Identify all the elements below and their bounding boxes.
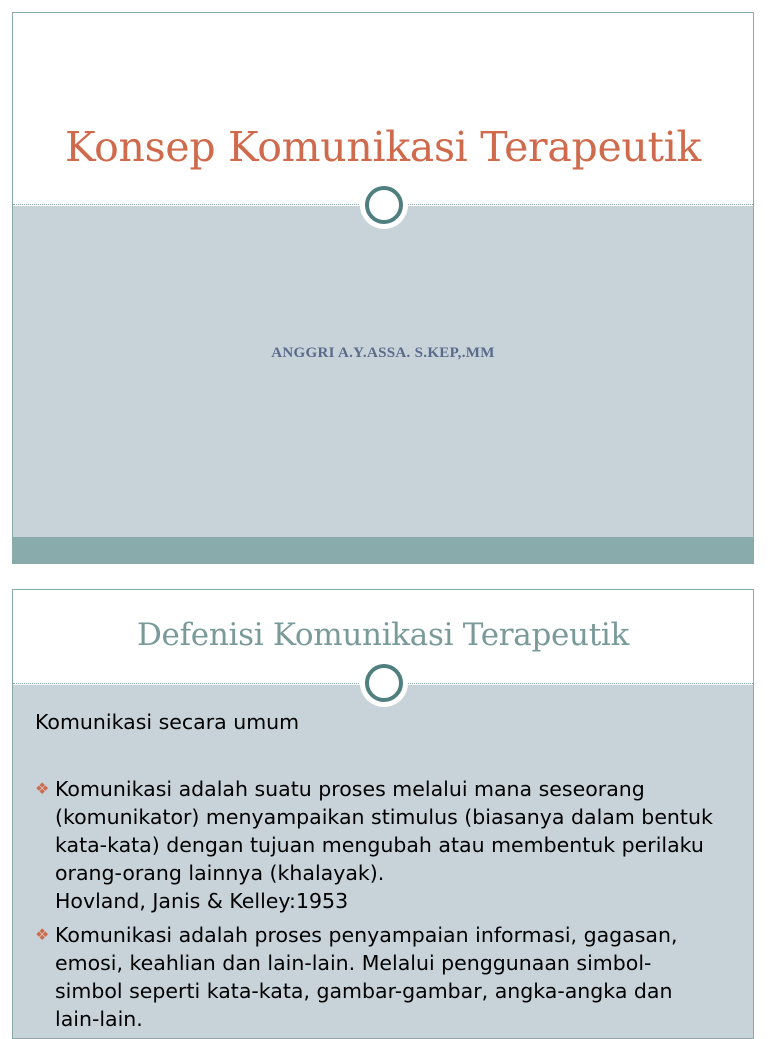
bullet-line: (komunikator) menyampaikan stimulus (biasanya dalam bentuk: [55, 805, 713, 829]
bullet-line: kata-kata) dengan tujuan mengubah atau membentuk perilaku: [55, 833, 704, 857]
bullet-line: Komunikasi adalah proses penyampaian informasi, gagasan,: [55, 923, 678, 947]
bullet-line: Komunikasi adalah suatu proses melalui mana seseorang: [55, 777, 645, 801]
circle-ornament-icon: [365, 664, 403, 702]
slide-2: [12, 589, 754, 1039]
footer-band: [13, 537, 753, 563]
diamond-bullet-icon: ❖: [35, 779, 50, 798]
diamond-bullet-icon: ❖: [35, 925, 50, 944]
bullet-item: [35, 775, 735, 915]
slide-title: Konsep Komunikasi Terapeutik: [64, 123, 702, 171]
bullet-line: lain-lain.: [55, 1007, 143, 1031]
circle-ornament-icon: [365, 186, 403, 224]
intro-text: Komunikasi secara umum: [35, 710, 300, 734]
bullet-line: emosi, keahlian dan lain-lain. Melalui penggunaan simbol-: [55, 951, 652, 975]
slide-1: [12, 12, 754, 564]
citation: Hovland, Janis & Kelley:1953: [55, 889, 349, 913]
bullet-line: orang-orang lainnya (khalayak).: [55, 861, 385, 885]
slide-title: Defenisi Komunikasi Terapeutik: [137, 617, 629, 653]
slide-body: [35, 708, 735, 1039]
title-area: [13, 13, 753, 206]
bullet-item: [35, 921, 735, 1033]
author-subtitle: ANGGRI A.Y.ASSA. S.KEP,.MM: [271, 345, 495, 361]
bullet-line: simbol seperti kata-kata, gambar-gambar, angka-angka dan: [55, 979, 673, 1003]
